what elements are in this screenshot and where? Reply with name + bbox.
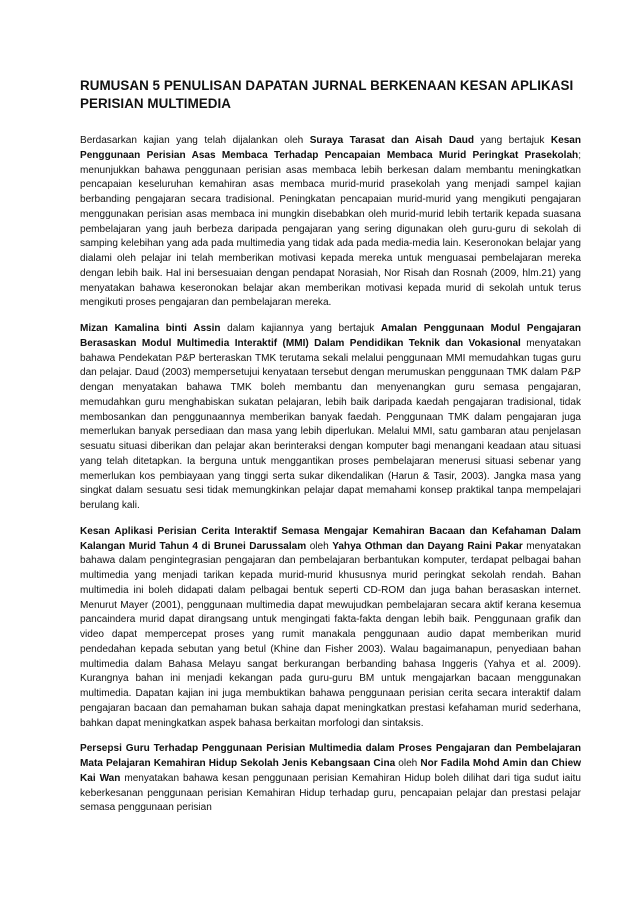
paragraph-3-authors: Yahya Othman dan Dayang Raini Pakar [332,540,523,552]
paragraph-4-connector: oleh [395,758,421,769]
paragraph-4 [80,742,581,816]
paragraph-1-study-title: Kesan Penggunaan Perisian Asas Membaca Terhadap Pencapaian Membaca Murid Peringkat Prasekolah [80,135,582,161]
paragraph-2-author: Mizan Kamalina binti Assin [80,323,221,334]
paragraph-4-body: menyatakan bahawa kesan penggunaan perisian Kemahiran Hidup boleh dilihat dari tiga sudut iaitu keberkesanan penggunaan perisian Kemahiran Hidup terhadap guru, pencapaian pelajar dan prestasi pelajar semasa penggunaan perisian [80,772,581,814]
paragraph-1 [80,134,581,311]
paragraph-1-connector: yang bertajuk [473,135,551,146]
paragraph-3-study-title: Kesan Aplikasi Perisian Cerita Interaktif Semasa Mengajar Kemahiran Bacaan dan Kefahaman Dalam Kalangan Murid Tahun 4 di Brunei Darussalam [80,525,581,552]
document-title: RUMUSAN 5 PENULISAN DAPATAN JURNAL BERKENAAN KESAN APLIKASI PERISIAN MULTIMEDIA [80,78,574,111]
paragraph-4-authors: Nor Fadila Mohd Amin dan Chiew Kai Wan [80,758,582,784]
paragraph-1-body: ; menunjukkan bahawa penggunaan perisian asas membaca lebih berkesan dalam membantu meningkatkan pencapaian keseluruhan kemahiran asas membaca murid-murid prasekolah yang menjadi sampel kajian berbanding pengajaran secara tradisional. Peningkatan pencapaian murid-murid yang mengikuti pengajaran menggunakan perisian asas membaca ini mungkin disebabkan oleh murid-murid lebih tertarik kepada suasana pembelajaran yang jauh berbeza daripada pengajaran yang sering digunakan oleh guru-guru di sekolah di samping kelebihan yang ada pada multimedia yang tidak ada pada media-media lain. Keseronokan belajar yang dialami oleh pelajar ini telah memberikan motivasi kepada mereka untuk menguasai pembelajaran mereka dengan lebih baik. Hal ini bersesuaian dengan pendapat Norasiah, Nor Risah dan Rosnah (2009, hlm.21) yang menyatakan bahawa keseronokan belajar akan memberikan motivasi kepada murid di sekolah untuk terus mengikuti proses pengajaran dan pembelajaran mereka. [80,149,581,309]
paragraph-2-body: menyatakan bahawa Pendekatan P&P berteraskan TMK terutama sekali melalui penggunaan MMI memudahkan tugas guru dan pelajar. Daud (2003) mempersetujui kenyataan tersebut dengan merumuskan penggunaan TMK dalam P&P dengan menyatakan bahawa TMK boleh membantu dan menyenangkan guru semasa pengajaran, memudahkan guru menghabiskan sukatan pelajaran, lebih baik daripada kaedah pengajaran tradisional, tidak membosankan dan penggunaannya memberikan banyak faedah. Penggunaan TMK dalam pengajaran juga memerlukan banyak persediaan dan masa yang lebih diperlukan. Melalui MMI, satu gambaran atau penjelasan sesuatu situasi diberikan dan pelajar akan berinteraksi dengan komputer bagi menangani keadaan atau situasi yang telah ditetapkan. Ia berguna untuk menggantikan proses pembelajaran menerusi situasi sebenar yang memerlukan kos pembiayaan yang tinggi serta sukar dikendalikan (Harun & Tasir, 2003). Jangka masa yang singkat dalam sesuatu sesi tidak memungkinkan pelajar dapat memahami konsep praktikal tanpa mempelajari berulang kali. [80,337,581,511]
paragraph-2-study-title: Amalan Penggunaan Modul Pengajaran Berasaskan Modul Multimedia Interaktif (MMI) Dalam Pendidikan Teknik dan Vokasional [80,323,581,349]
paragraph-3-body: menyatakan bahawa dalam pengintegrasian pengajaran dan pembelajaran berbantukan komputer, terdapat pelbagai bahan multimedia yang menjadi tarikan kepada murid-murid khususnya murid peringkat sekolah rendah. Bahan multimedia ini boleh didapati dalam pelbagai bentuk seperti CD-ROM dan juga bahan berasaskan internet. Menurut Mayer (2001), penggunaan multimedia dapat mewujudkan pembelajaran secara aktif kerana kesemua pancaindera murid dapat dirangsang untuk mengingati fakta-fakta dengan lebih baik. Penggunaan grafik dan video dapat mempercepat proses yang rumit manakala penggunaan audio dapat memberikan murid pendedahan kepada sebutan yang betul (Khine dan Fisher 2003). Walau bagaimanapun, penyediaan bahan multimedia dalam Bahasa Melayu sangat berkurangan berbanding bahasa Inggeris (Yahya et al. 2009). Kurangnya bahan ini menjadi kekangan pada guru-guru BM untuk mengajarkan bacaan menggunakan multimedia. Dapatan kajian ini juga membuktikan bahawa penggunaan perisian cerita secara interaktif dalam pengajaran bacaan dan pemahaman bukan sahaja dapat meningkatkan prestasi kefahaman murid sederhana, bahkan dapat meningkatkan aspek bahasa berkaitan morfologi dan sintaksis. [80,540,581,729]
paragraph-3-connector: oleh [306,540,333,552]
paragraph-3 [80,525,581,732]
paragraph-4-study-title: Persepsi Guru Terhadap Penggunaan Perisian Multimedia dalam Proses Pengajaran dan Pembelajaran Mata Pelajaran Kemahiran Hidup Sekolah Jenis Kebangsaan Cina [80,743,581,769]
paragraph-1-authors: Suraya Tarasat dan Aisah Daud [309,135,474,146]
paragraph-2-connector: dalam kajiannya yang bertajuk [220,323,381,334]
paragraph-2 [80,322,581,514]
paragraph-1-intro: Berdasarkan kajian yang telah dijalankan oleh [80,135,310,146]
